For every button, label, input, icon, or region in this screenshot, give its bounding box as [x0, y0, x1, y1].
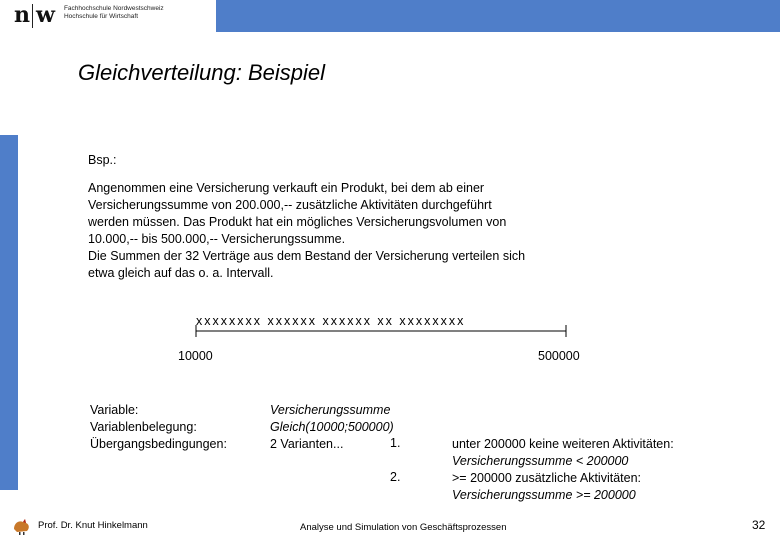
transition-value: 2 Varianten...	[270, 437, 344, 451]
axis-max-label: 500000	[538, 349, 580, 363]
variant-2-condition: Versicherungssumme >= 200000	[452, 488, 636, 502]
paragraph-line: Versicherungssumme von 200.000,-- zusätzliche Aktivitäten durchgeführt	[88, 198, 492, 212]
variant-1-number: 1.	[390, 436, 401, 450]
page-number: 32	[752, 518, 766, 532]
slide-title: Gleichverteilung: Beispiel	[78, 60, 326, 85]
variable-label: Variable:	[90, 403, 139, 417]
footer-author-block	[10, 515, 148, 535]
rooster-icon	[10, 515, 32, 535]
variant-descriptions	[452, 436, 674, 504]
axis-min-label: 10000	[178, 349, 213, 363]
paragraph-line: etwa gleich auf das o. a. Intervall.	[88, 266, 274, 280]
variant-1-condition: Versicherungssumme < 200000	[452, 454, 629, 468]
paragraph-line: Angenommen eine Versicherung verkauft ein Produkt, bei dem ab einer	[88, 181, 485, 195]
logo-line-1: Fachhochschule Nordwestschweiz	[63, 5, 164, 12]
footer-course: Analyse und Simulation von Geschäftsprozessen	[300, 522, 507, 533]
logo-mark-w: w	[36, 2, 54, 28]
variant-2-text: >= 200000 zusätzliche Aktivitäten:	[452, 471, 642, 485]
assignment-value: Gleich(10000;500000)	[270, 420, 394, 434]
definition-labels	[90, 402, 227, 453]
logo-mark-n: n	[14, 2, 29, 28]
transition-label: Übergangsbedingungen:	[90, 437, 227, 451]
example-label: Bsp.:	[88, 153, 117, 167]
paragraph-line: werden müssen. Das Produkt hat ein mögliches Versicherungsvolumen von	[88, 215, 507, 229]
paragraph-line: Die Summen der 32 Verträge aus dem Bestand der Versicherung verteilen sich	[88, 249, 526, 263]
variable-value: Versicherungssumme	[270, 403, 391, 417]
distribution-marks: xxxxxxxx xxxxxx xxxxxx xx xxxxxxxx	[196, 314, 466, 328]
variant-2-number: 2.	[390, 470, 401, 484]
variant-1-text: unter 200000 keine weiteren Aktivitäten:	[452, 437, 674, 451]
footer-author: Prof. Dr. Knut Hinkelmann	[38, 519, 148, 531]
assignment-label: Variablenbelegung:	[90, 420, 197, 434]
definition-values	[270, 402, 394, 453]
paragraph-line: 10.000,-- bis 500.000,-- Versicherungssumme.	[88, 232, 346, 246]
logo-line-2: Hochschule für Wirtschaft	[63, 13, 139, 20]
